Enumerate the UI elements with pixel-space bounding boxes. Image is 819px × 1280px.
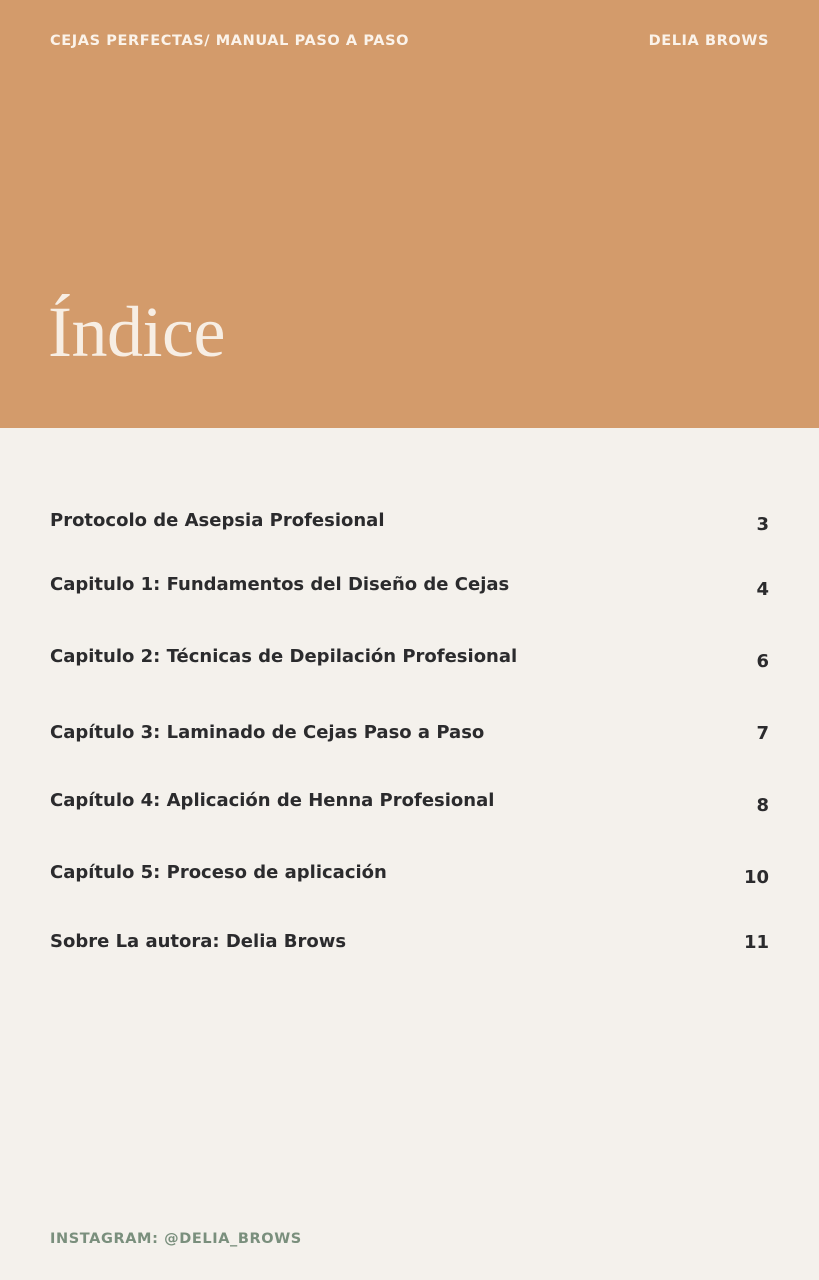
toc-entry-asepsia[interactable] bbox=[50, 510, 769, 540]
toc-entry-title: Capítulo 5: Proceso de aplicación bbox=[50, 862, 387, 883]
toc-entry-page: 7 bbox=[756, 723, 769, 744]
toc-entry-sobre-la-autora[interactable] bbox=[50, 931, 769, 961]
page-title: Índice bbox=[48, 292, 225, 372]
toc-entry-title: Capítulo 3: Laminado de Cejas Paso a Paso bbox=[50, 722, 485, 743]
toc-entry-page: 10 bbox=[743, 867, 769, 888]
toc-entry-title: Sobre La autora: Delia Brows bbox=[50, 931, 347, 952]
toc-entry-page: 8 bbox=[756, 795, 769, 816]
toc-entry-page: 3 bbox=[756, 514, 769, 535]
toc-entry-page: 4 bbox=[756, 579, 769, 600]
toc-entry-page: 11 bbox=[743, 932, 769, 953]
table-of-contents bbox=[50, 0, 769, 1280]
toc-entry-capitulo-1[interactable] bbox=[50, 574, 769, 604]
toc-entry-capitulo-3[interactable] bbox=[50, 722, 769, 752]
instagram-handle[interactable]: INSTAGRAM: @DELIA_BROWS bbox=[50, 1231, 302, 1247]
toc-entry-capitulo-2[interactable] bbox=[50, 646, 769, 676]
author-brand: DELIA BROWS bbox=[648, 33, 769, 49]
toc-entry-title: Capítulo 4: Aplicación de Henna Profesional bbox=[50, 790, 495, 811]
toc-entry-capitulo-5[interactable] bbox=[50, 862, 769, 892]
manual-title: CEJAS PERFECTAS/ MANUAL PASO A PASO bbox=[50, 33, 410, 49]
toc-entry-title: Capitulo 2: Técnicas de Depilación Profesional bbox=[50, 646, 518, 667]
toc-entry-capitulo-4[interactable] bbox=[50, 790, 769, 820]
toc-entry-title: Protocolo de Asepsia Profesional bbox=[50, 510, 385, 531]
toc-entry-title: Capitulo 1: Fundamentos del Diseño de Cejas bbox=[50, 574, 510, 595]
toc-entry-page: 6 bbox=[756, 651, 769, 672]
